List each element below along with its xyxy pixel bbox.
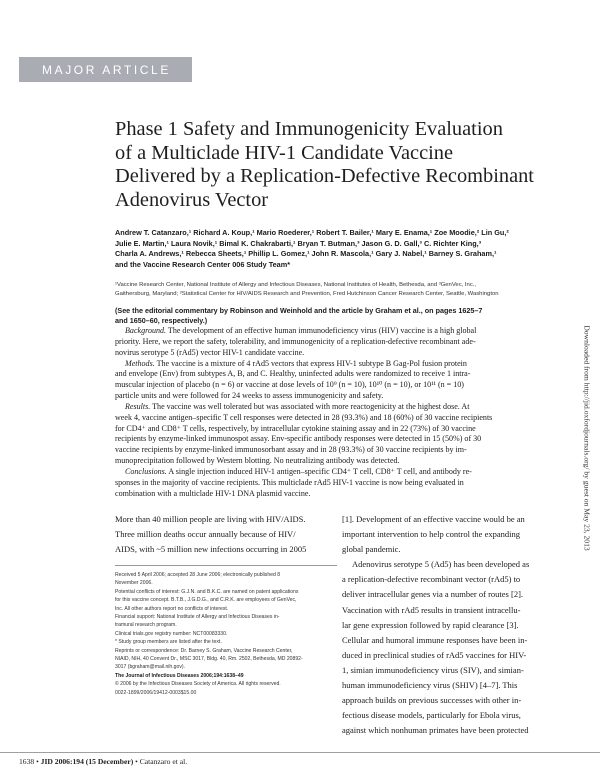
footnote-line: Potential conflicts of interest: G.J.N. and B.K.C. are named on patent applications [115, 588, 299, 595]
copyright-line: 0022-1899/2006/19412-0003$15.00 [115, 689, 197, 696]
abstract-text: The vaccine is a mixture of 4 rAd5 vectors that express HIV-1 subtype B Gag-Pol fusion protein [154, 358, 467, 368]
footnote-divider [115, 565, 337, 566]
body-line: against which nonhuman primates have been protected [342, 725, 529, 736]
body-line: [1]. Development of an effective vaccine would be an [342, 514, 525, 524]
abstract-line: for CD4⁺ and CD8⁺ T cells, respectively, by intracellular cytokine staining assay and in 22 (73%) of 30 vaccine [115, 423, 476, 433]
title-line: of a Multiclade HIV-1 Candidate Vaccine [115, 141, 454, 164]
abstract-results-first [115, 402, 567, 413]
journal-citation: The Journal of Infectious Diseases 2006;194:1638–49 [115, 672, 244, 679]
footnote-line: NIAID, NIH, 40 Convent Dr., MSC 3017, Bldg. 40, Rm. 2502, Bethesda, MD 20892- [115, 656, 303, 663]
footnotes [115, 571, 337, 697]
title-line: Phase 1 Safety and Immunogenicity Evaluation [115, 118, 503, 140]
journal-issue: JID 2006:194 (15 December) [40, 757, 134, 766]
abstract-conclusions-first [115, 467, 567, 478]
affiliation-line: Gaithersburg, Maryland; ²Statistical Center for HIV/AIDS Research and Prevention, Fred Hutchinson Cancer Research Center, Seattle, Washington [115, 291, 499, 298]
abstract-heading-methods: Methods. [125, 358, 155, 368]
download-suffix: by guest on May 23, 2013 [582, 469, 592, 551]
body-line: deliver intracellular genes via a number of routes [2]. [342, 589, 524, 600]
footnote-line: Received 5 April 2006; accepted 28 June 2006; electronically published 8 [115, 572, 281, 578]
download-notice [578, 268, 596, 608]
body-line: AIDS, with ~5 million new infections occurring in 2005 [115, 544, 307, 555]
affiliations [115, 281, 560, 300]
footer-separator: • [133, 757, 140, 766]
body-right-column [342, 512, 567, 738]
abstract-line: combination with a multiclade HIV-1 DNA plasmid vaccine. [115, 488, 311, 498]
body-left-column [115, 512, 337, 557]
body-line: Adenovirus serotype 5 (Ad5) has been developed as [352, 559, 530, 570]
article-title [115, 118, 555, 212]
body-line: 1, simian immunodeficiency virus (SIV), and simian- [342, 664, 524, 675]
download-prefix: Downloaded from [582, 325, 592, 383]
title-line: Delivered by a Replication-Defective Recombinant [115, 165, 534, 188]
abstract-line: vaccine recipients by enzyme-linked immunosorbant assay and in 28 (93.3%) of 30 vaccine recipients by im- [115, 445, 467, 455]
abstract-line: novirus serotype 5 (rAd5) vector HIV-1 candidate vaccine. [115, 347, 305, 357]
abstract-line: recipients by enzyme-linked immunospot assay. Env-specific antibody responses were detected in 15 (50%) of 30 [115, 434, 482, 444]
footer-divider [0, 752, 600, 753]
footnote-line: Financial support: National Institute of Allergy and Infectious Diseases in- [115, 614, 280, 621]
abstract-background-first [115, 326, 567, 337]
abstract-heading-results: Results. [125, 401, 151, 411]
body-line: lar gene expression followed by rapid clearance [3]. [342, 619, 519, 630]
body-line: global pandemic. [342, 544, 401, 555]
editorial-line: and 1650–60, respectively.) [115, 316, 208, 325]
journal-link[interactable]: http://jid.oxfordjournals.org/ [582, 382, 592, 470]
abstract-line: week 4, vaccine antigen–specific T cell responses were detected in 28 (93.3%) and 18 (60%) of 30 vaccine recipients [115, 412, 493, 422]
footnote-line: November 2006. [115, 580, 153, 587]
abstract-line: particle units and were followed for 24 weeks to assess immunogenicity and safety. [115, 391, 384, 401]
abstract-line: muscular injection of placebo (n = 6) or vaccine at dose levels of 10⁹ (n = 10), 10¹⁰ (n = 10), or 10¹¹ (n = 10) [115, 380, 464, 390]
abstract-line: sponses in the majority of vaccine recipients. This multiclade rAd5 HIV-1 vaccine is now being evaluated in [115, 477, 464, 487]
body-line: fectious disease models, particularly for Ebola virus, [342, 710, 521, 721]
abstract-methods-first [115, 359, 567, 370]
author-line: Julie E. Martin,¹ Laura Novik,¹ Bimal K. Chakrabarti,¹ Bryan T. Butman,³ Jason G. D. Gall,³ C. Richter King,³ [115, 238, 482, 248]
footer-separator: • [34, 757, 41, 766]
footnote-line: Inc. All other authors report no conflicts of interest. [115, 605, 229, 612]
abstract-text: A single injection induced HIV-1 antigen–specific CD4⁺ T cell, CD8⁺ T cell, and antibody re- [166, 466, 472, 476]
abstract-text: The development of an effective human immunodeficiency virus (HIV) vaccine is a high global [166, 326, 477, 335]
page-footer [19, 757, 187, 766]
copyright-line: © 2006 by the Infectious Diseases Society of America. All rights reserved. [115, 681, 281, 688]
footnote-line: tramural research program. [115, 622, 177, 629]
section-label: MAJOR ARTICLE [42, 63, 171, 77]
footnote-line: for this vaccine concept. B.T.B., J.G.D.G., and C.R.K. are employees of GenVec, [115, 597, 297, 604]
editorial-note [115, 306, 565, 326]
body-line: More than 40 million people are living with HIV/AIDS. [115, 514, 306, 524]
abstract [115, 326, 567, 500]
body-line: duced in preclinical studies of rAd5 vaccines for HIV- [342, 649, 527, 660]
footnote-line: Reprints or correspondence: Dr. Barney S. Graham, Vaccine Research Center, [115, 647, 293, 654]
abstract-line: munoprecipitation followed by Western blotting. No neutralizing antibody was detected. [115, 456, 400, 466]
body-line: important intervention to help control the expanding [342, 529, 520, 540]
title-line: Adenovirus Vector [115, 188, 269, 211]
author-list [115, 228, 555, 271]
body-line: approach builds on previous successes with other in- [342, 695, 522, 706]
page-number: 1638 [19, 757, 35, 766]
running-authors: Catanzaro et al. [139, 757, 188, 766]
footnote-line: * Study group members are listed after the text. [115, 639, 222, 646]
body-line: human immunodeficiency virus (SHIV) [4–7]. This [342, 680, 518, 691]
abstract-heading-background: Background. [125, 326, 167, 335]
abstract-line: priority. Here, we report the safety, tolerability, and immunogenicity of a replication-defective recombinant ade- [115, 336, 476, 346]
body-line: Three million deaths occur annually because of HIV/ [115, 529, 296, 540]
abstract-line: and envelope (Env) from subtypes A, B, and C. Healthy, uninfected adults were randomized to receive 1 intra- [115, 369, 471, 379]
abstract-heading-conclusions: Conclusions. [125, 466, 167, 476]
author-line: and the Vaccine Research Center 006 Study Team* [115, 260, 291, 270]
author-line: Andrew T. Catanzaro,¹ Richard A. Koup,¹ Mario Roederer,¹ Robert T. Bailer,¹ Mary E. Enama,¹ Zoe Moodie,² Lin Gu,² [115, 228, 509, 237]
body-line: Vaccination with rAd5 results in transient intracellu- [342, 604, 521, 615]
affiliation-line: ¹Vaccine Research Center, National Institute of Allergy and Infectious Diseases, National Institutes of Health, Bethesda, and ³GenVec, Inc., [115, 282, 477, 288]
footnote-line: 3017 (bgraham@mail.nih.gov). [115, 664, 186, 671]
footnote-line: Clinical trials.gov registry number: NCT00083330. [115, 630, 228, 637]
download-notice-text [583, 325, 592, 550]
body-line: Cellular and humoral immune responses have been in- [342, 634, 528, 645]
author-line: Charla A. Andrews,¹ Rebecca Sheets,¹ Phillip L. Gomez,¹ John R. Mascola,¹ Gary J. Nabel,¹ Barney S. Graham,¹ [115, 249, 497, 259]
body-line: a replication-defective recombinant vector (rAd5) to [342, 574, 521, 585]
editorial-line: (See the editorial commentary by Robinson and Weinhold and the article by Graham et al., on pages 1625–7 [115, 306, 483, 315]
abstract-text: The vaccine was well tolerated but was associated with more reactogenicity at the highest dose. At [150, 401, 470, 411]
